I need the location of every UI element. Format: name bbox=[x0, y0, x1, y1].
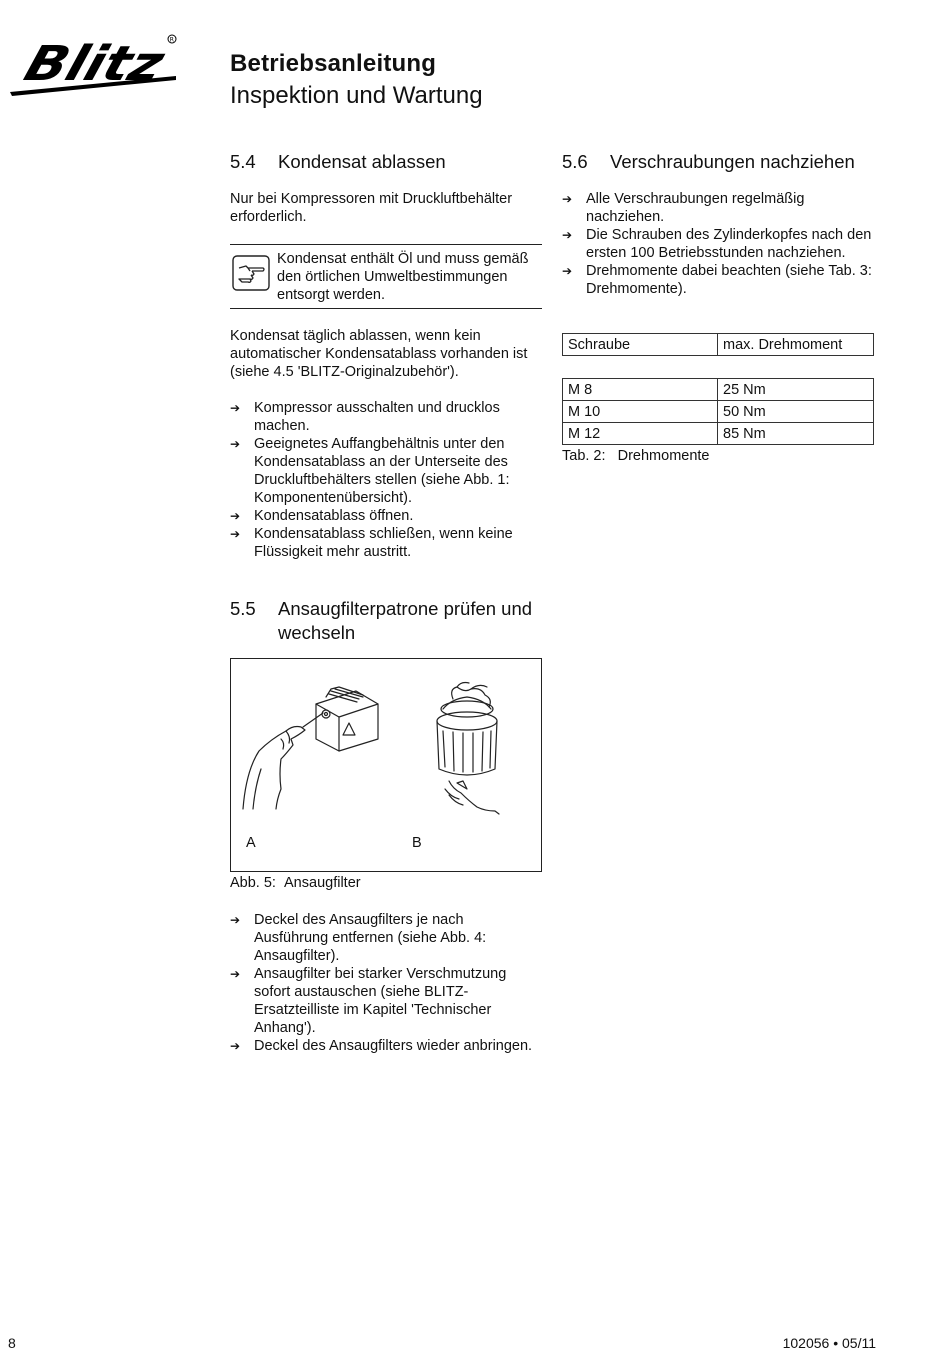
list-item: ➔ Kondensatablass schließen, wenn keine Flüssigkeit mehr austritt. bbox=[230, 526, 513, 560]
intake-filter-illustration bbox=[231, 659, 541, 871]
section-number: 5.5 bbox=[230, 598, 256, 619]
logo-text: Blitz bbox=[17, 35, 157, 92]
arrow-icon: ➔ bbox=[230, 509, 241, 523]
arrow-icon: ➔ bbox=[230, 1039, 241, 1053]
arrow-icon: ➔ bbox=[230, 527, 241, 541]
arrow-icon: ➔ bbox=[230, 913, 241, 927]
figure-caption bbox=[230, 875, 361, 891]
document-title: Betriebsanleitung bbox=[230, 50, 437, 77]
document-code: 102056 • 05/11 bbox=[782, 1335, 876, 1351]
figure-label-b: B bbox=[412, 835, 422, 851]
caption-number: Abb. 5: bbox=[230, 875, 276, 891]
list-item: ➔ Drehmomente dabei beachten (siehe Tab. 3: Drehmomente). bbox=[562, 263, 872, 297]
section-number: 5.6 bbox=[562, 151, 588, 172]
section-title: Ansaugfilterpatrone prüfen und wechseln bbox=[278, 598, 533, 643]
list-item: ➔ Deckel des Ansaugfilters je nach Ausführung entfernen (siehe Abb. 4: Ansaugfilter). bbox=[230, 912, 487, 964]
page-number: 8 bbox=[8, 1335, 16, 1351]
section-5-4-body: Kondensat täglich ablassen, wenn kein automatischer Kondensatablass vorhanden ist (siehe 4.5 'BLITZ-Originalzubehör'). bbox=[230, 328, 528, 380]
table-cell: M 12 bbox=[563, 423, 718, 445]
arrow-icon: ➔ bbox=[562, 192, 573, 206]
list-item: ➔ Geeignetes Auffangbehältnis unter den Kondensatablass an der Unterseite des Druckluftbehälters stellen (siehe Abb. 1: Komponentenübersicht). bbox=[230, 436, 510, 506]
section-5-6-heading bbox=[562, 150, 855, 174]
document-subtitle: Inspektion und Wartung bbox=[230, 82, 483, 109]
section-title: Kondensat ablassen bbox=[278, 151, 446, 172]
caption-number: Tab. 2: bbox=[562, 448, 606, 464]
table-cell: M 10 bbox=[563, 401, 718, 423]
arrow-icon: ➔ bbox=[230, 967, 241, 981]
note-text: Kondensat enthält Öl und muss gemäß den örtlichen Umweltbestimmungen entsorgt werden. bbox=[277, 251, 529, 303]
table-row bbox=[563, 423, 874, 445]
torque-table bbox=[562, 378, 874, 445]
table-cell: 85 Nm bbox=[718, 423, 874, 445]
list-item: ➔ Kondensatablass öffnen. bbox=[230, 508, 414, 524]
list-item: ➔ Ansaugfilter bei starker Verschmutzung sofort austauschen (siehe BLITZ-Ersatzteilliste im Kapitel 'Technischer Anhang'). bbox=[230, 966, 507, 1036]
section-5-5-steps bbox=[230, 911, 540, 1055]
table-row bbox=[563, 401, 874, 423]
table-cell: 50 Nm bbox=[718, 401, 874, 423]
section-5-4-heading bbox=[230, 150, 446, 174]
arrow-icon: ➔ bbox=[230, 401, 241, 415]
figure-label-a: A bbox=[246, 835, 256, 851]
blitz-logo bbox=[8, 30, 180, 100]
section-5-5-heading bbox=[230, 597, 545, 645]
caption-text: Ansaugfilter bbox=[284, 875, 361, 891]
figure-intake-filter bbox=[230, 658, 542, 872]
table-row bbox=[563, 379, 874, 401]
arrow-icon: ➔ bbox=[562, 264, 573, 278]
svg-text:R: R bbox=[169, 36, 174, 44]
list-item: ➔ Deckel des Ansaugfilters wieder anbringen. bbox=[230, 1038, 533, 1054]
section-title: Verschraubungen nachziehen bbox=[610, 151, 855, 172]
list-item: ➔ Kompressor ausschalten und drucklos machen. bbox=[230, 400, 500, 434]
section-5-4-steps bbox=[230, 399, 540, 561]
header-cell: Schraube bbox=[563, 334, 718, 356]
table-cell: M 8 bbox=[563, 379, 718, 401]
section-5-4-intro: Nur bei Kompressoren mit Druckluftbehälter erforderlich. bbox=[230, 191, 513, 225]
torque-table-header bbox=[562, 333, 874, 356]
table-caption bbox=[562, 448, 710, 464]
arrow-icon: ➔ bbox=[562, 228, 573, 242]
pointing-hand-icon bbox=[232, 255, 270, 291]
arrow-icon: ➔ bbox=[230, 437, 241, 451]
list-item: ➔ Die Schrauben des Zylinderkopfes nach den ersten 100 Betriebsstunden nachziehen. bbox=[562, 227, 872, 261]
environment-note bbox=[230, 244, 542, 309]
caption-text: Drehmomente bbox=[617, 448, 710, 464]
section-5-6-steps bbox=[562, 190, 874, 298]
section-number: 5.4 bbox=[230, 151, 256, 172]
list-item: ➔ Alle Verschraubungen regelmäßig nachziehen. bbox=[562, 191, 805, 225]
table-cell: 25 Nm bbox=[718, 379, 874, 401]
header-cell: max. Drehmoment bbox=[718, 334, 874, 356]
